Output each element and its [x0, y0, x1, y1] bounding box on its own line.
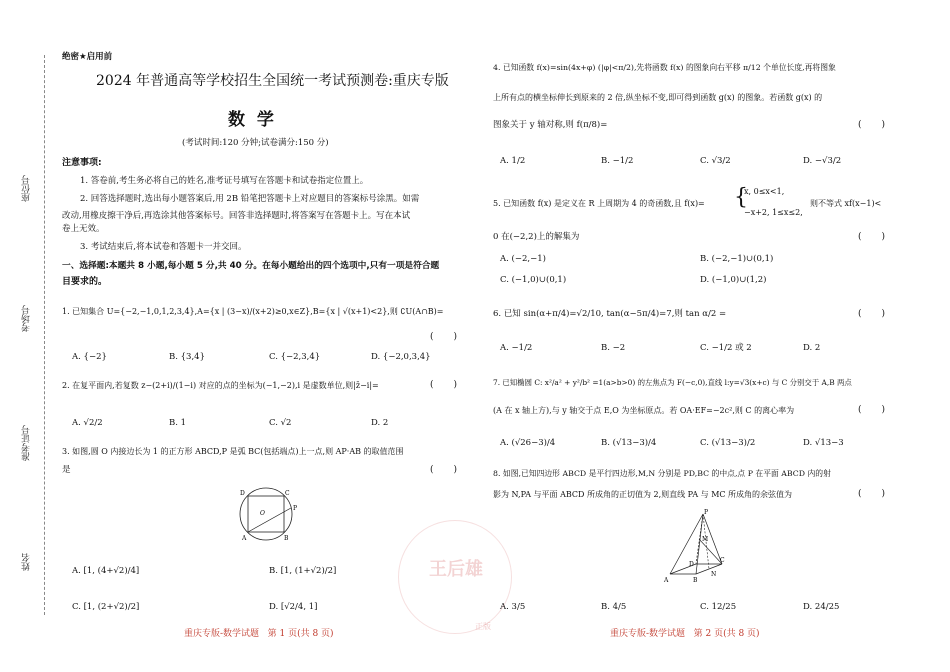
notice-item-2: 2. 回答选择题时,选出每小题答案后,用 2B 铅笔把答题卡上对应题目的答案标号涂黑。如需 — [80, 194, 420, 204]
q4-option-c: C. √3/2 — [700, 156, 731, 166]
q5-option-b: B. (−2,−1)∪(0,1) — [700, 254, 774, 264]
watermark-brand: 王后雄 — [429, 559, 483, 580]
seat-label: 座位号 — [22, 175, 32, 202]
q2-option-c: C. √2 — [269, 418, 292, 428]
q1-stem: 1. 已知集合 U={−2,−1,0,1,2,3,4},A={x | (3−x)/(x+2)≥0,x∈Z},B={x | √(x+1)<2},则 ∁U(A∩B)= — [62, 307, 444, 316]
q6-option-d: D. 2 — [803, 343, 821, 353]
q8-figure — [662, 508, 732, 586]
q6-stem: 6. 已知 sin(α+π/4)=√2/10, tan(α−5π/4)=7,则 tan α/2 = — [493, 309, 727, 319]
q8-label-n: N — [711, 571, 717, 578]
q8-stem-2: 影为 N,PA 与平面 ABCD 所成角的正切值为 2,则直线 PA 与 MC 所成角的余弦值为 — [493, 490, 793, 499]
q7-option-d: D. √13−3 — [803, 438, 844, 448]
q3-label-d: D — [240, 490, 245, 497]
subject-title: 数 学 — [228, 110, 274, 130]
q8-answer-paren: ( ) — [858, 489, 886, 499]
q8-edge-pb — [696, 514, 703, 574]
q1-option-a: A. {−2} — [72, 352, 107, 362]
binding-line — [44, 55, 45, 615]
q8-edge-pa — [670, 514, 703, 574]
q3-label-b: B — [284, 535, 289, 542]
q3-label-o: O — [260, 510, 265, 517]
notice-item-2b: 改动,用橡皮擦干净后,再选涂其他答案标号。回答非选择题时,将答案写在答题卡上。写在本试 — [62, 211, 411, 221]
footer-right: 重庆专版-数学试题 第 2 页(共 8 页) — [610, 629, 760, 639]
q7-stem-2: (A 在 x 轴上方),与 y 轴交于点 E,O 为坐标原点。若 OA·EF=−2c²,则 C 的离心率为 — [493, 406, 795, 415]
q6-option-b: B. −2 — [601, 343, 626, 353]
q5-option-d: D. (−1,0)∪(1,2) — [700, 275, 767, 285]
q7-option-a: A. (√26−3)/4 — [500, 438, 556, 448]
q8-option-b: B. 4/5 — [601, 602, 627, 612]
q8-stem: 8. 如图,已知四边形 ABCD 是平行四边形,M,N 分别是 PD,BC 的中点,点 P 在平面 ABCD 内的射 — [493, 469, 831, 478]
section-heading: 一、选择题:本题共 8 小题,每小题 5 分,共 40 分。在每小题给出的四个选项中,只有一项是符合题 — [62, 261, 440, 271]
q3-stem-2: 是 — [62, 465, 71, 475]
q3-label-p: P — [293, 505, 298, 512]
watermark-seal — [398, 520, 512, 634]
q3-option-d: D. [√2/4, 1] — [269, 602, 318, 612]
q4-answer-paren: ( ) — [858, 120, 886, 130]
q3-square — [248, 496, 284, 532]
q8-label-a: A — [664, 577, 669, 584]
notice-heading: 注意事项: — [62, 158, 102, 168]
q8-label-d: D — [689, 561, 694, 568]
section-heading-2: 目要求的。 — [62, 277, 108, 287]
q3-option-c: C. [1, (2+√2)/2] — [72, 602, 140, 612]
q7-stem: 7. 已知椭圆 C: x²/a² + y²/b² =1(a>b>0) 的左焦点为 F(−c,0),直线 l:y=√3(x+c) 与 C 分别交于 A,B 两点 — [493, 378, 852, 387]
q8-label-p: P — [704, 509, 709, 516]
q4-stem: 4. 已知函数 f(x)=sin(4x+φ) (|φ|<π/2),先将函数 f(x) 的图象向右平移 π/12 个单位长度,再将图象 — [493, 63, 836, 72]
q3-option-a: A. [1, (4+√2)/4] — [72, 566, 140, 576]
q3-figure — [228, 484, 308, 544]
footer-left: 重庆专版-数学试题 第 1 页(共 8 页) — [184, 629, 334, 639]
q6-option-c: C. −1/2 或 2 — [700, 343, 752, 353]
q1-option-b: B. {3,4} — [169, 352, 205, 362]
q2-stem: 2. 在复平面内,若复数 z−(2+i)/(1−i) 对应的点的坐标为(−1,−2),i 是虚数单位,则|z̄−i|= — [62, 381, 379, 390]
q5-case-2: −x+2, 1≤x≤2, — [744, 208, 803, 217]
q4-stem-3: 图象关于 y 轴对称,则 f(π/8)= — [493, 120, 608, 130]
q4-stem-2: 上所有点的横坐标伸长到原来的 2 倍,纵坐标不变,即可得到函数 g(x) 的图象。若函数 g(x) 的 — [493, 93, 823, 102]
q8-label-b: B — [693, 577, 698, 584]
q8-option-a: A. 3/5 — [500, 602, 526, 612]
q5-option-a: A. (−2,−1) — [500, 254, 546, 264]
name-label: 姓名 — [22, 553, 32, 571]
q3-answer-paren: ( ) — [430, 465, 458, 475]
notice-item-2c: 卷上无效。 — [62, 224, 105, 234]
q7-option-b: B. (√13−3)/4 — [601, 438, 657, 448]
q5-stem-1b: 则不等式 xf(x−1)< — [810, 199, 882, 208]
q4-option-a: A. 1/2 — [500, 156, 526, 166]
q5-brace: { — [734, 185, 748, 210]
q1-answer-paren: ( ) — [430, 332, 458, 342]
secret-mark: 绝密★启用前 — [62, 52, 113, 62]
q6-answer-paren: ( ) — [858, 309, 886, 319]
q2-option-b: B. 1 — [169, 418, 187, 428]
q1-option-d: D. {−2,0,3,4} — [371, 352, 431, 362]
q3-option-b: B. [1, (1+√2)/2] — [269, 566, 337, 576]
q5-case-1: x, 0≤x<1, — [744, 187, 785, 196]
q8-option-c: C. 12/25 — [700, 602, 737, 612]
notice-item-3: 3. 考试结束后,将本试卷和答题卡一并交回。 — [80, 242, 247, 252]
q4-option-b: B. −1/2 — [601, 156, 634, 166]
q2-answer-paren: ( ) — [430, 380, 458, 390]
exam-title: 2024 年普通高等学校招生全国统一考试预测卷:重庆专版 — [96, 73, 449, 89]
q1-option-c: C. {−2,3,4} — [269, 352, 321, 362]
q5-option-c: C. (−1,0)∪(0,1) — [500, 275, 567, 285]
q5-answer-paren: ( ) — [858, 232, 886, 242]
q3-label-a: A — [242, 535, 247, 542]
q3-segment-ap — [248, 508, 291, 532]
q6-option-a: A. −1/2 — [500, 343, 533, 353]
q7-answer-paren: ( ) — [858, 405, 886, 415]
q8-option-d: D. 24/25 — [803, 602, 840, 612]
ticket-label: 准考证号 — [22, 425, 32, 461]
q7-option-c: C. (√13−3)/2 — [700, 438, 756, 448]
q4-option-d: D. −√3/2 — [803, 156, 842, 166]
notice-item-1: 1. 答卷前,考生务必将自己的姓名,准考证号填写在答题卡和试卷指定位置上。 — [80, 176, 369, 186]
q2-option-a: A. √2/2 — [72, 418, 103, 428]
q3-stem: 3. 如图,圆 O 内接边长为 1 的正方形 ABCD,P 是弧 BC(包括端点)上一点,则 AP·AB 的取值范围 — [62, 447, 404, 456]
q2-option-d: D. 2 — [371, 418, 389, 428]
q8-label-c: C — [720, 557, 725, 564]
exam-meta: (考试时间:120 分钟;试卷满分:150 分) — [182, 138, 329, 148]
q8-label-m: M — [702, 536, 709, 543]
q5-stem: 5. 已知函数 f(x) 是定义在 R 上周期为 4 的奇函数,且 f(x)= — [493, 199, 705, 208]
room-label: 考场号 — [22, 305, 32, 332]
q5-stem-2: 0 在(−2,2)上的解集为 — [493, 232, 580, 242]
q3-label-c: C — [285, 490, 290, 497]
watermark-tag: 正版 — [475, 622, 491, 631]
